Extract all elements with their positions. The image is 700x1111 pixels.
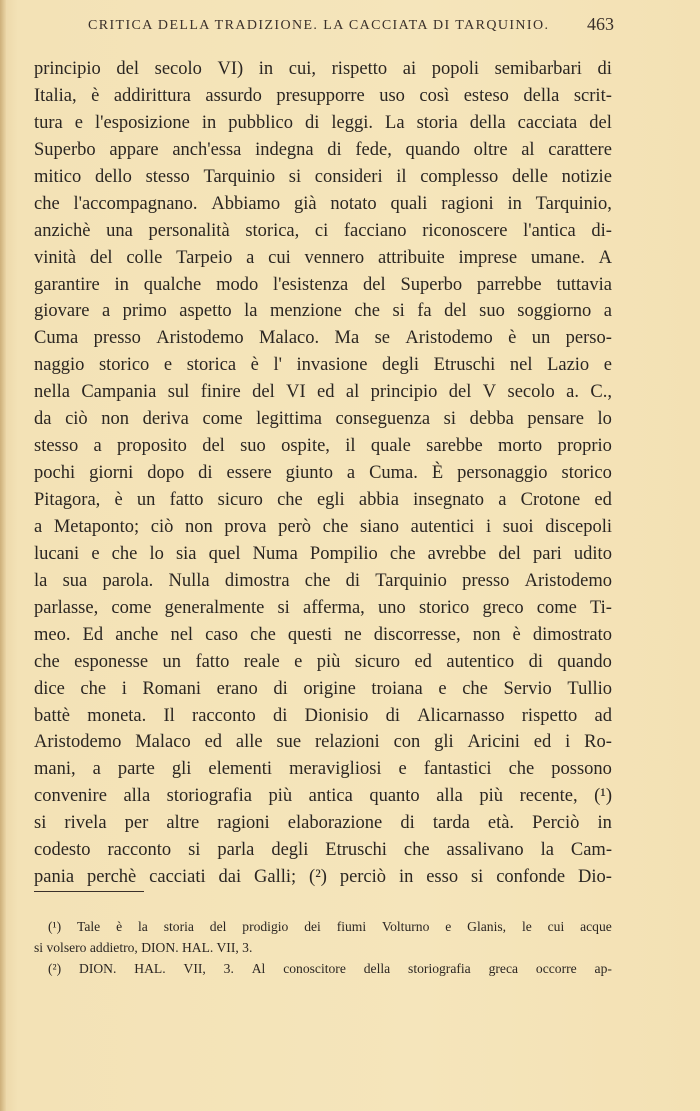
body-line: pochi giorni dopo di essere giunto a Cuma. È personaggio storico bbox=[34, 463, 612, 484]
body-line: Pitagora, è un fatto sicuro che egli abbia insegnato a Crotone ed bbox=[34, 490, 612, 510]
body-line: Cuma presso Aristodemo Malaco. Ma se Aristodemo è un perso- bbox=[34, 328, 612, 349]
body-line: Superbo appare anch'essa indegna di fede, quando oltre al carattere bbox=[34, 139, 612, 160]
body-line: garantire in qualche modo l'esistenza del Superbo parrebbe tuttavia bbox=[34, 274, 612, 295]
body-line: principio del secolo VI) in cui, rispetto ai popoli semibarbari di bbox=[34, 59, 612, 79]
body-line: parlasse, come generalmente si afferma, uno storico greco come Ti- bbox=[34, 597, 612, 618]
body-line: anzichè una personalità storica, ci facciano riconoscere l'antica di- bbox=[34, 220, 612, 241]
body-line: codesto racconto si parla degli Etruschi che assalivano la Cam- bbox=[34, 840, 612, 861]
body-line: da ciò non deriva come legittima conseguenza si debba pensare lo bbox=[34, 409, 612, 430]
footnote-line: si volsero addietro, DION. HAL. VII, 3. bbox=[34, 940, 253, 955]
footnote-separator bbox=[34, 891, 144, 892]
body-line: giovare a primo aspetto la menzione che si fa del suo soggiorno a bbox=[34, 301, 612, 322]
body-line: che esponesse un fatto reale e più sicuro ed autentico di quando bbox=[34, 651, 612, 672]
body-line: mitico dello stesso Tarquinio si consideri il complesso delle notizie bbox=[34, 166, 612, 187]
running-head: CRITICA DELLA TRADIZIONE. LA CACCIATA DI TARQUINIO. bbox=[88, 18, 550, 33]
body-line: dice che i Romani erano di origine troiana e che Servio Tullio bbox=[34, 678, 612, 699]
body-line: vinità del colle Tarpeio a cui vennero attribuite imprese umane. A bbox=[34, 247, 612, 268]
body-line: convenire alla storiografia più antica quanto alla più recente, (¹) bbox=[34, 786, 612, 807]
footnote-line: (²) DION. HAL. VII, 3. Al conoscitore della storiografia greca occorre ap- bbox=[48, 961, 612, 976]
body-line: tura e l'esposizione in pubblico di leggi. La storia della cacciata del bbox=[34, 112, 612, 133]
footnotes bbox=[34, 916, 612, 979]
page-number: 463 bbox=[587, 14, 614, 34]
body-line: meo. Ed anche nel caso che questi ne discorresse, non è dimostrato bbox=[34, 624, 612, 645]
body-line: lucani e che lo sia quel Numa Pompilio che avrebbe del pari udito bbox=[34, 543, 612, 564]
footnote-line: (¹) Tale è la storia del prodigio dei fiumi Volturno e Glanis, le cui acque bbox=[48, 919, 612, 934]
body-text bbox=[34, 56, 612, 891]
body-line: stesso a proposito del suo ospite, il quale sarebbe morto proprio bbox=[34, 436, 612, 457]
body-line: che l'accompagnano. Abbiamo già notato quali ragioni in Tarquinio, bbox=[34, 193, 612, 214]
body-line: battè moneta. Il racconto di Dionisio di Alicarnasso rispetto ad bbox=[34, 705, 612, 726]
body-line: naggio storico e storica è l' invasione degli Etruschi nel Lazio e bbox=[34, 355, 612, 376]
body-line: Italia, è addirittura assurdo presupporre uso così esteso della scrit- bbox=[34, 85, 612, 106]
body-line: a Metaponto; ciò non prova però che siano autentici i suoi discepoli bbox=[34, 516, 612, 537]
body-line: si rivela per altre ragioni elaborazione di tarda età. Perciò in bbox=[34, 813, 612, 834]
page-gutter-shadow bbox=[0, 0, 6, 1111]
body-line: pania perchè cacciati dai Galli; (²) perciò in esso si confonde Dio- bbox=[34, 867, 612, 888]
body-line: mani, a parte gli elementi meravigliosi e fantastici che possono bbox=[34, 759, 612, 780]
body-line: Aristodemo Malaco ed alle sue relazioni con gli Aricini ed i Ro- bbox=[34, 732, 612, 753]
body-line: la sua parola. Nulla dimostra che di Tarquinio presso Aristodemo bbox=[34, 570, 612, 591]
body-line: nella Campania sul finire del VI ed al principio del V secolo a. C., bbox=[34, 382, 612, 403]
